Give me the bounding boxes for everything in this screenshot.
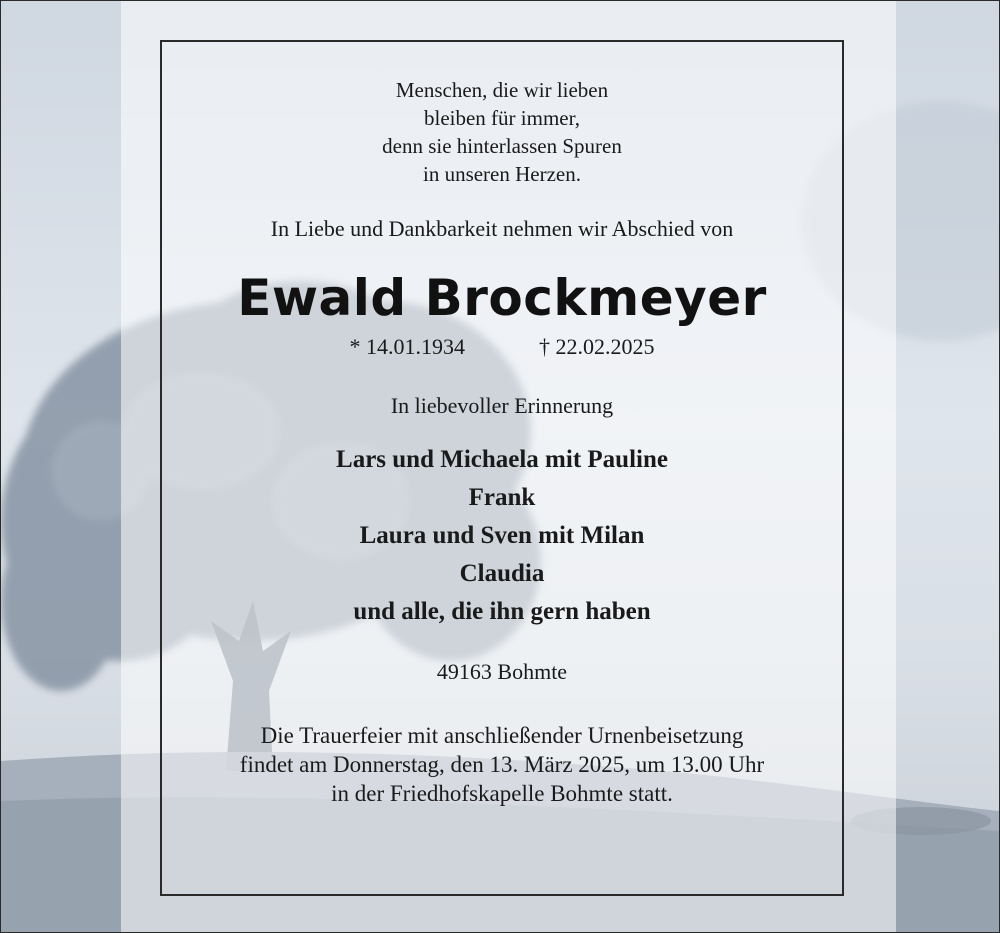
place: 49163 Bohmte (436, 659, 568, 684)
poem-line: denn sie hinterlassen Spuren (382, 134, 622, 158)
deceased-name: Ewald Brockmeyer (237, 269, 767, 327)
poem-line: bleiben für immer, (423, 106, 581, 130)
mourner-entry: Frank (468, 484, 536, 511)
poem (162, 76, 842, 188)
service-line: findet am Donnerstag, den 13. März 2025, um 13.00 Uhr (239, 752, 765, 777)
mourner-entry: und alle, die ihn gern haben (353, 598, 651, 625)
mourner-entry: Claudia (459, 560, 545, 587)
service-line: Die Trauerfeier mit anschließender Urnenbeisetzung (260, 723, 744, 748)
notice-content (162, 42, 842, 808)
service-info (162, 721, 842, 808)
mourner-entry: Laura und Sven mit Milan (359, 522, 645, 549)
birth-date: * 14.01.1934 (349, 334, 465, 359)
poem-line: in unseren Herzen. (422, 162, 581, 186)
mourner-entry: Lars und Michaela mit Pauline (336, 446, 668, 473)
life-dates (162, 332, 842, 362)
death-date: † 22.02.2025 (539, 334, 655, 359)
service-line: in der Friedhofskapelle Bohmte statt. (331, 781, 673, 806)
farewell-intro: In Liebe und Dankbarkeit nehmen wir Abschied von (270, 216, 734, 241)
mourners-list (162, 441, 842, 631)
memory-line: In liebevoller Erinnerung (390, 393, 614, 418)
poem-line: Menschen, die wir lieben (395, 78, 609, 102)
